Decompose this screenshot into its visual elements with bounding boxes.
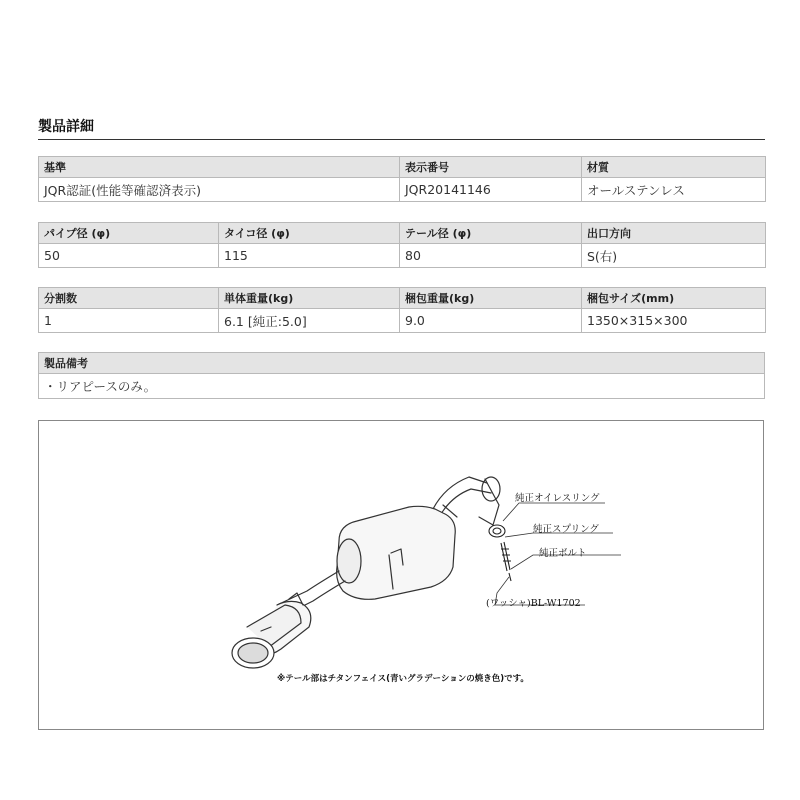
header-tail-diameter: テール径 (φ) [400,223,582,244]
table-row [39,178,766,202]
exhaust-diagram [38,420,764,730]
value-pipe-diameter: 50 [39,244,219,268]
header-piece-count: 分割数 [39,288,219,309]
value-package-size: 1350×315×300 [582,309,766,333]
table-header-row [39,353,765,374]
value-remarks: ・リアピースのみ。 [39,374,765,399]
value-standard: JQR認証(性能等確認済表示) [39,178,400,202]
value-unit-weight: 6.1 [純正:5.0] [219,309,400,333]
table-header-row [39,288,766,309]
table-row [39,244,766,268]
spec-table-diameters [38,222,766,268]
value-display-number: JQR20141146 [400,178,582,202]
header-exit-direction: 出口方向 [582,223,766,244]
label-o-ring: 純正オイレスリング [515,493,600,504]
value-silencer-diameter: 115 [219,244,400,268]
value-material: オールステンレス [582,178,766,202]
value-exit-direction: S(右) [582,244,766,268]
value-piece-count: 1 [39,309,219,333]
header-display-number: 表示番号 [400,157,582,178]
header-pipe-diameter: パイプ径 (φ) [39,223,219,244]
header-silencer-diameter: タイコ径 (φ) [219,223,400,244]
header-standard: 基準 [39,157,400,178]
spec-table-remarks [38,352,765,399]
header-unit-weight: 単体重量(kg) [219,288,400,309]
label-bolt: 純正ボルト [539,548,587,559]
table-row [39,309,766,333]
header-package-weight: 梱包重量(kg) [400,288,582,309]
value-package-weight: 9.0 [400,309,582,333]
header-remarks: 製品備考 [39,353,765,374]
tail-finish-note: ※テール部はチタンフェイス(青いグラデーションの焼き色)です。 [277,674,529,684]
table-header-row [39,157,766,178]
label-spring: 純正スプリング [533,524,599,535]
header-package-size: 梱包サイズ(mm) [582,288,766,309]
table-header-row [39,223,766,244]
title-divider [38,139,765,140]
spec-table-weights [38,287,766,333]
muffler-illustration [39,421,765,731]
spec-table-standard [38,156,766,202]
label-washer: (ワッシャ)BL-W1702 [486,598,581,609]
table-row [39,374,765,399]
page-title: 製品詳細 [38,119,94,135]
value-tail-diameter: 80 [400,244,582,268]
header-material: 材質 [582,157,766,178]
